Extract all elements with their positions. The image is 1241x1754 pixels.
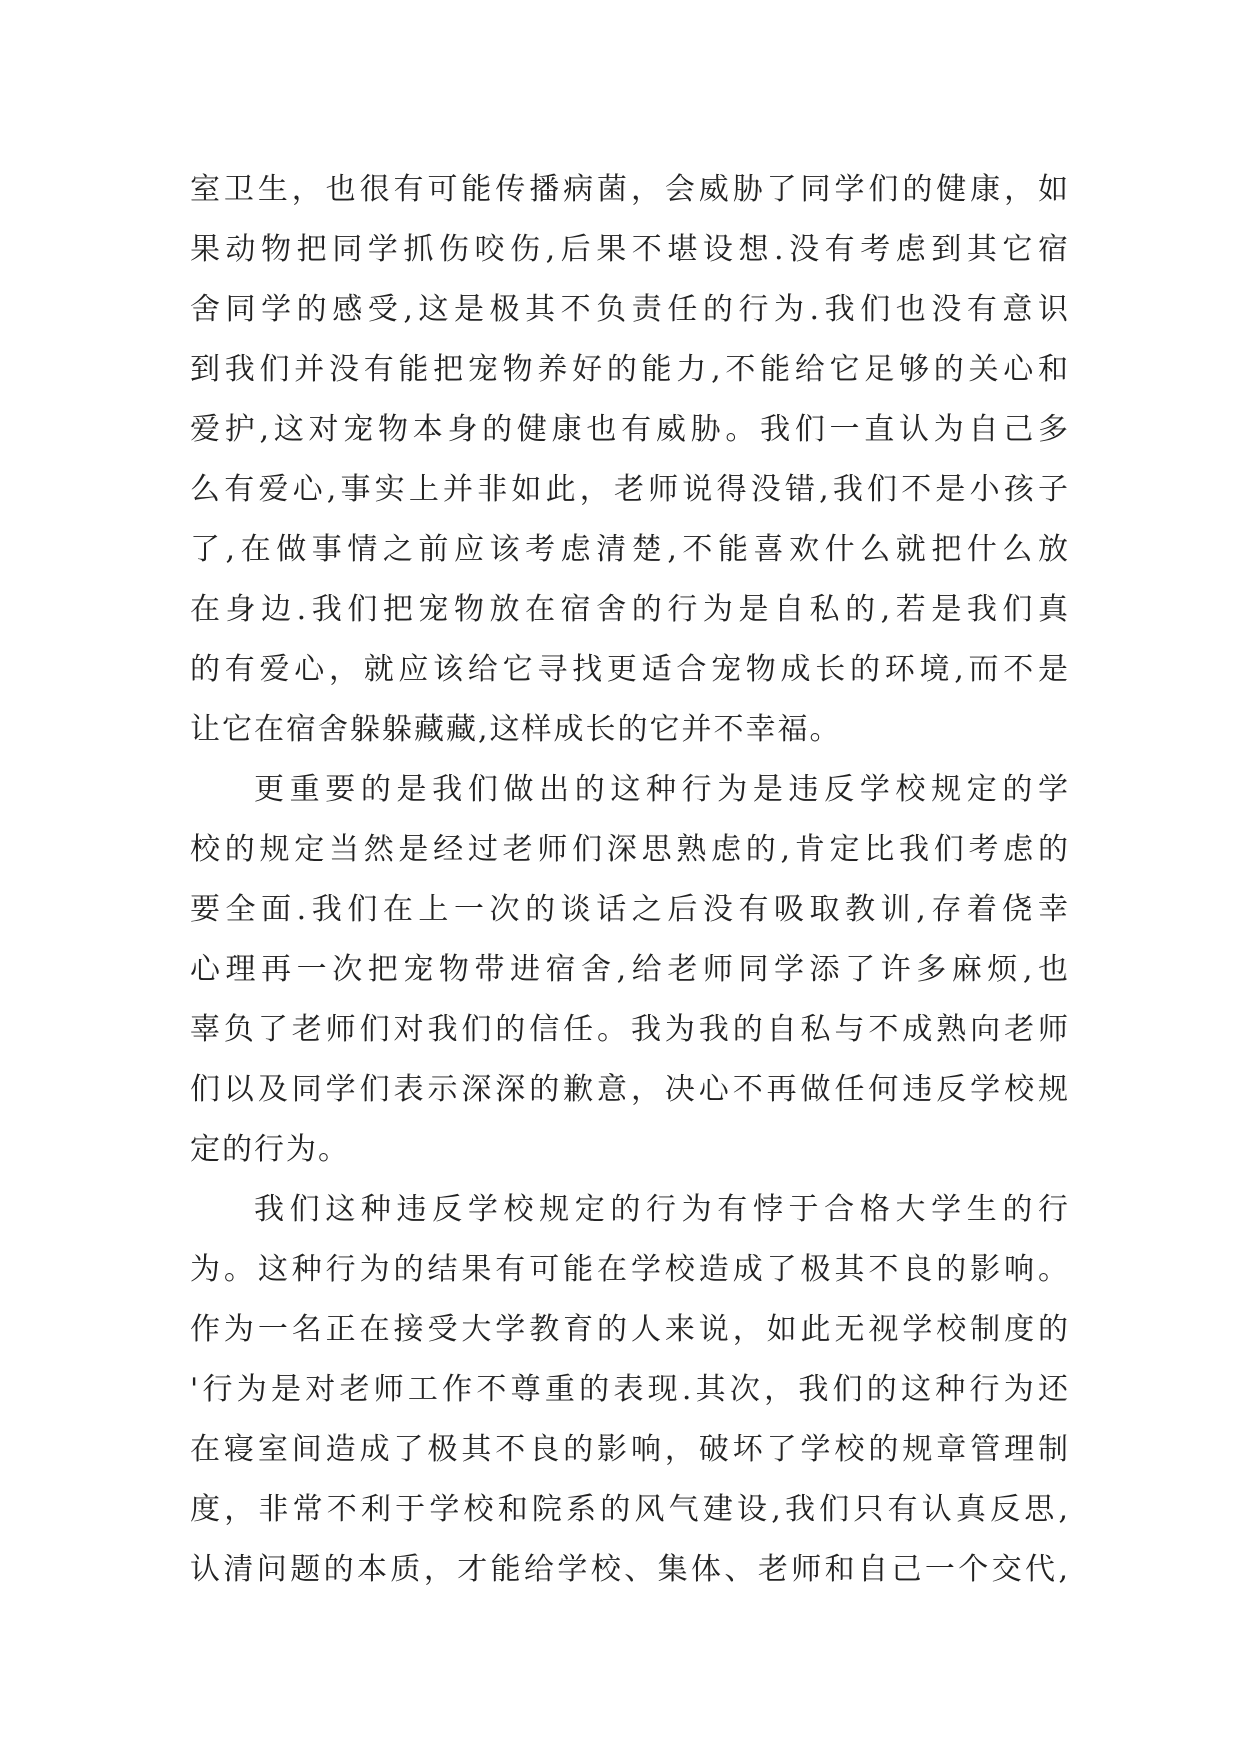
text-line: 在寝室间造成了极其不良的影响，破坏了学校的规章管理制 xyxy=(190,1432,1070,1467)
text-line: '行为是对老师工作不尊重的表现.其次，我们的这种行为还 xyxy=(190,1372,1070,1407)
text-line: 在身边.我们把宠物放在宿舍的行为是自私的,若是我们真 xyxy=(190,592,1070,627)
text-line: 要全面.我们在上一次的谈话之后没有吸取教训,存着侥幸 xyxy=(190,892,1070,927)
text-line: 么有爱心,事实上并非如此，老师说得没错,我们不是小孩子 xyxy=(190,472,1070,507)
text-line: 心理再一次把宠物带进宿舍,给老师同学添了许多麻烦,也 xyxy=(190,952,1070,987)
text-line: 室卫生，也很有可能传播病菌，会威胁了同学们的健康，如 xyxy=(190,172,1070,207)
body-text xyxy=(190,160,1070,1600)
text-line: 到我们并没有能把宠物养好的能力,不能给它足够的关心和 xyxy=(190,352,1070,387)
text-line: 了,在做事情之前应该考虑清楚,不能喜欢什么就把什么放 xyxy=(190,532,1070,567)
text-line: 的有爱心，就应该给它寻找更适合宠物成长的环境,而不是 xyxy=(190,652,1070,687)
text-line: 让它在宿舍躲躲藏藏,这样成长的它并不幸福。 xyxy=(190,712,842,747)
text-line: 果动物把同学抓伤咬伤,后果不堪设想.没有考虑到其它宿 xyxy=(190,232,1070,267)
text-line: 校的规定当然是经过老师们深思熟虑的,肯定比我们考虑的 xyxy=(190,832,1070,867)
text-line: 们以及同学们表示深深的歉意，决心不再做任何违反学校规 xyxy=(190,1072,1070,1107)
paragraph-start-line: 更重要的是我们做出的这种行为是违反学校规定的学 xyxy=(254,772,1070,807)
text-line: 作为一名正在接受大学教育的人来说，如此无视学校制度的 xyxy=(190,1312,1070,1347)
text-line: 度，非常不利于学校和院系的风气建设,我们只有认真反思, xyxy=(190,1492,1070,1527)
paragraph-start-line: 我们这种违反学校规定的行为有悖于合格大学生的行 xyxy=(254,1192,1070,1227)
text-line: 定的行为。 xyxy=(190,1132,350,1167)
text-line: 辜负了老师们对我们的信任。我为我的自私与不成熟向老师 xyxy=(190,1012,1070,1047)
text-line: 爱护,这对宠物本身的健康也有威胁。我们一直认为自己多 xyxy=(190,412,1070,447)
text-line: 认清问题的本质，才能给学校、集体、老师和自己一个交代, xyxy=(190,1552,1070,1587)
text-line: 舍同学的感受,这是极其不负责任的行为.我们也没有意识 xyxy=(190,292,1070,327)
text-line: 为。这种行为的结果有可能在学校造成了极其不良的影响。 xyxy=(190,1252,1070,1287)
